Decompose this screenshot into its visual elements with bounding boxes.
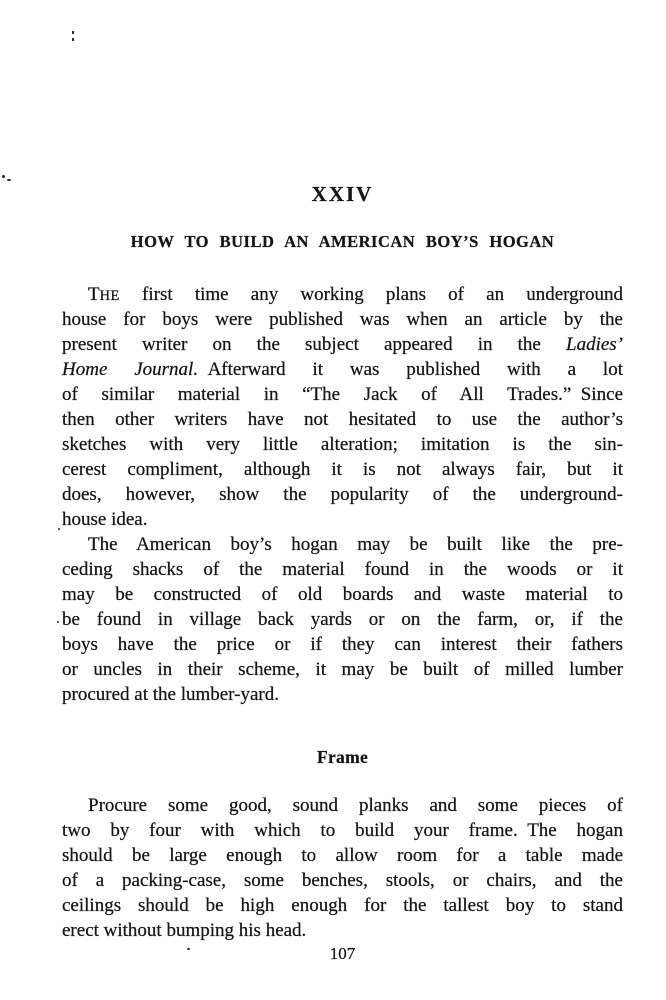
scan-artifact: [72, 31, 74, 34]
text-line: of similar material in “The Jack of All Trades.” Since: [62, 384, 623, 405]
text-line: then other writers have not hesitated to use the author’s: [62, 409, 623, 430]
text-line: should be large enough to allow room for a table made: [62, 845, 623, 866]
text-line: Procure some good, sound planks and some pieces of: [88, 795, 623, 816]
page-number: 107: [329, 944, 356, 963]
scan-artifact: [57, 621, 59, 623]
paragraph: [62, 532, 623, 707]
text-line: ceilings should be high enough for the tallest boy to stand: [62, 895, 623, 916]
page-content: [62, 183, 623, 964]
text-line: Home Journal. Afterward it was published with a lot: [62, 359, 623, 380]
text-line: The American boy’s hogan may be built like the pre-: [88, 534, 623, 555]
text-line: THE first time any working plans of an underground: [88, 284, 623, 305]
text-line: cerest compliment, although it is not always fair, but it: [62, 459, 623, 480]
scan-artifact: [58, 528, 60, 530]
text-line: boys have the price or if they can interest their fathers: [62, 634, 623, 655]
intro-paragraphs: [62, 282, 623, 707]
text-line: two by four with which to build your frame. The hogan: [62, 820, 623, 841]
paragraph: [62, 793, 623, 943]
text-line: of a packing-case, some benches, stools, or chairs, and the: [62, 870, 623, 891]
text-line: be found in village back yards or on the farm, or, if the: [62, 609, 623, 630]
frame-paragraphs: [62, 793, 623, 943]
text-line: house idea.: [62, 509, 148, 530]
text-line: does, however, show the popularity of the underground-: [62, 484, 623, 505]
paragraph: [62, 282, 623, 532]
text-line: house for boys were published was when an article by the: [62, 309, 623, 330]
text-line: ceding shacks of the material found in the woods or it: [62, 559, 623, 580]
section-heading-frame: Frame: [316, 747, 369, 767]
text-line: sketches with very little alteration; imitation is the sin-: [62, 434, 623, 455]
text-line: erect without bumping his head.: [62, 920, 307, 941]
scan-artifact: [2, 175, 5, 178]
scan-artifact: [7, 179, 11, 181]
text-line: present writer on the subject appeared in the Ladies’: [62, 334, 623, 355]
chapter-numeral: XXIV: [311, 182, 374, 206]
text-line: procured at the lumber-yard.: [62, 684, 279, 705]
text-line: may be constructed of old boards and waste material to: [62, 584, 623, 605]
text-line: or uncles in their scheme, it may be built of milled lumber: [62, 659, 623, 680]
chapter-title: HOW TO BUILD AN AMERICAN BOY’S HOGAN: [130, 232, 555, 251]
